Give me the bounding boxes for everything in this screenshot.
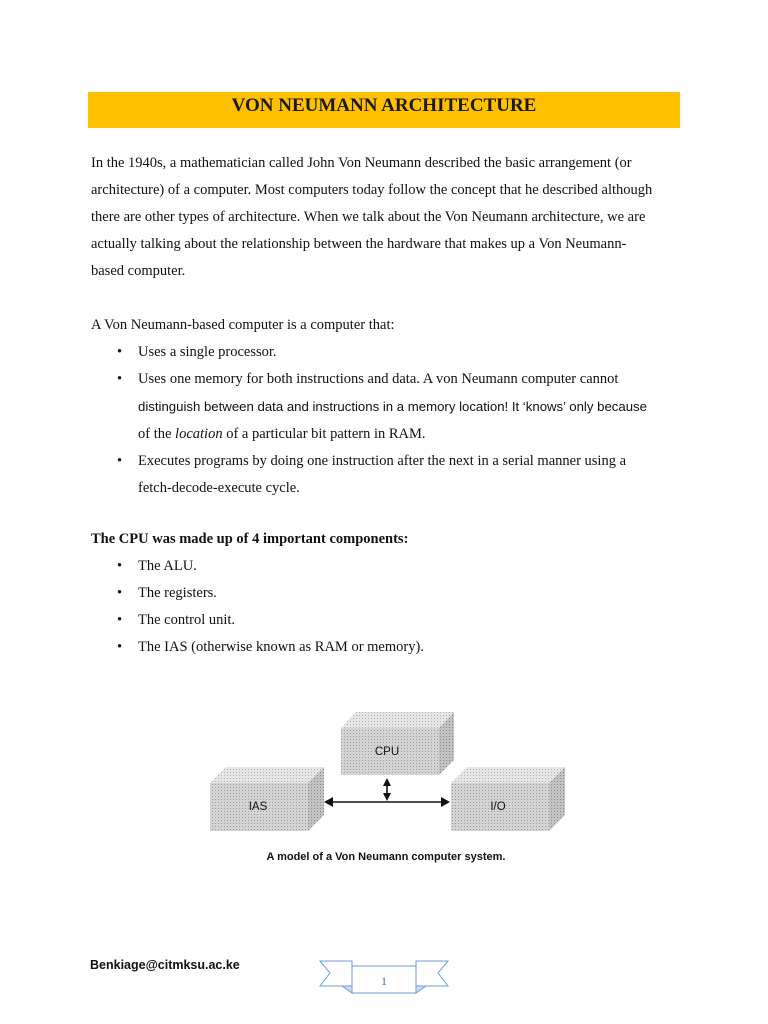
intro-line: architecture) of a computer. Most computers today follow the concept that he described although <box>91 182 653 198</box>
von-neumann-diagram <box>200 700 570 875</box>
cpu-bus-arrow <box>383 778 391 801</box>
list-item: • Uses one memory for both instructions and data. A von Neumann computer cannot distinguish between data and instructions in a memory location! It ‘knows’ only because of the location of a particular bit pattern in RAM. <box>91 366 687 448</box>
cpu-label: CPU <box>374 746 400 758</box>
components-list <box>91 553 687 661</box>
components-heading: The CPU was made up of 4 important components: <box>91 531 409 547</box>
list-item: • The control unit. <box>91 607 687 634</box>
definition-lead: A Von Neumann-based computer is a computer that: <box>91 317 395 333</box>
page-title: VON NEUMANN ARCHITECTURE <box>88 92 680 128</box>
intro-line: actually talking about the relationship between the hardware that makes up a Von Neumann- <box>91 236 627 252</box>
page-number: 1 <box>381 974 387 988</box>
definition-list <box>91 339 687 502</box>
cpu-box <box>341 712 454 775</box>
list-item: • Executes programs by doing one instruction after the next in a serial manner using a fetch-decode-execute cycle. <box>91 448 687 502</box>
list-item: • The ALU. <box>91 553 687 580</box>
ias-box <box>210 767 324 831</box>
io-label: I/O <box>490 801 506 813</box>
io-box <box>451 767 565 831</box>
intro-line: In the 1940s, a mathematician called John Von Neumann described the basic arrangement (or <box>91 155 632 171</box>
list-item: • Uses a single processor. <box>91 339 687 366</box>
intro-paragraph <box>91 150 687 285</box>
intro-line: there are other types of architecture. When we talk about the Von Neumann architecture, we are <box>91 209 646 225</box>
footer-email: Benkiage@citmksu.ac.ke <box>90 958 240 972</box>
list-item: • The IAS (otherwise known as RAM or memory). <box>91 634 687 661</box>
page-number-ribbon <box>318 958 450 998</box>
ias-label: IAS <box>248 801 268 813</box>
intro-line: based computer. <box>91 263 186 279</box>
list-item: • The registers. <box>91 580 687 607</box>
diagram-caption: A model of a Von Neumann computer system. <box>266 851 506 863</box>
